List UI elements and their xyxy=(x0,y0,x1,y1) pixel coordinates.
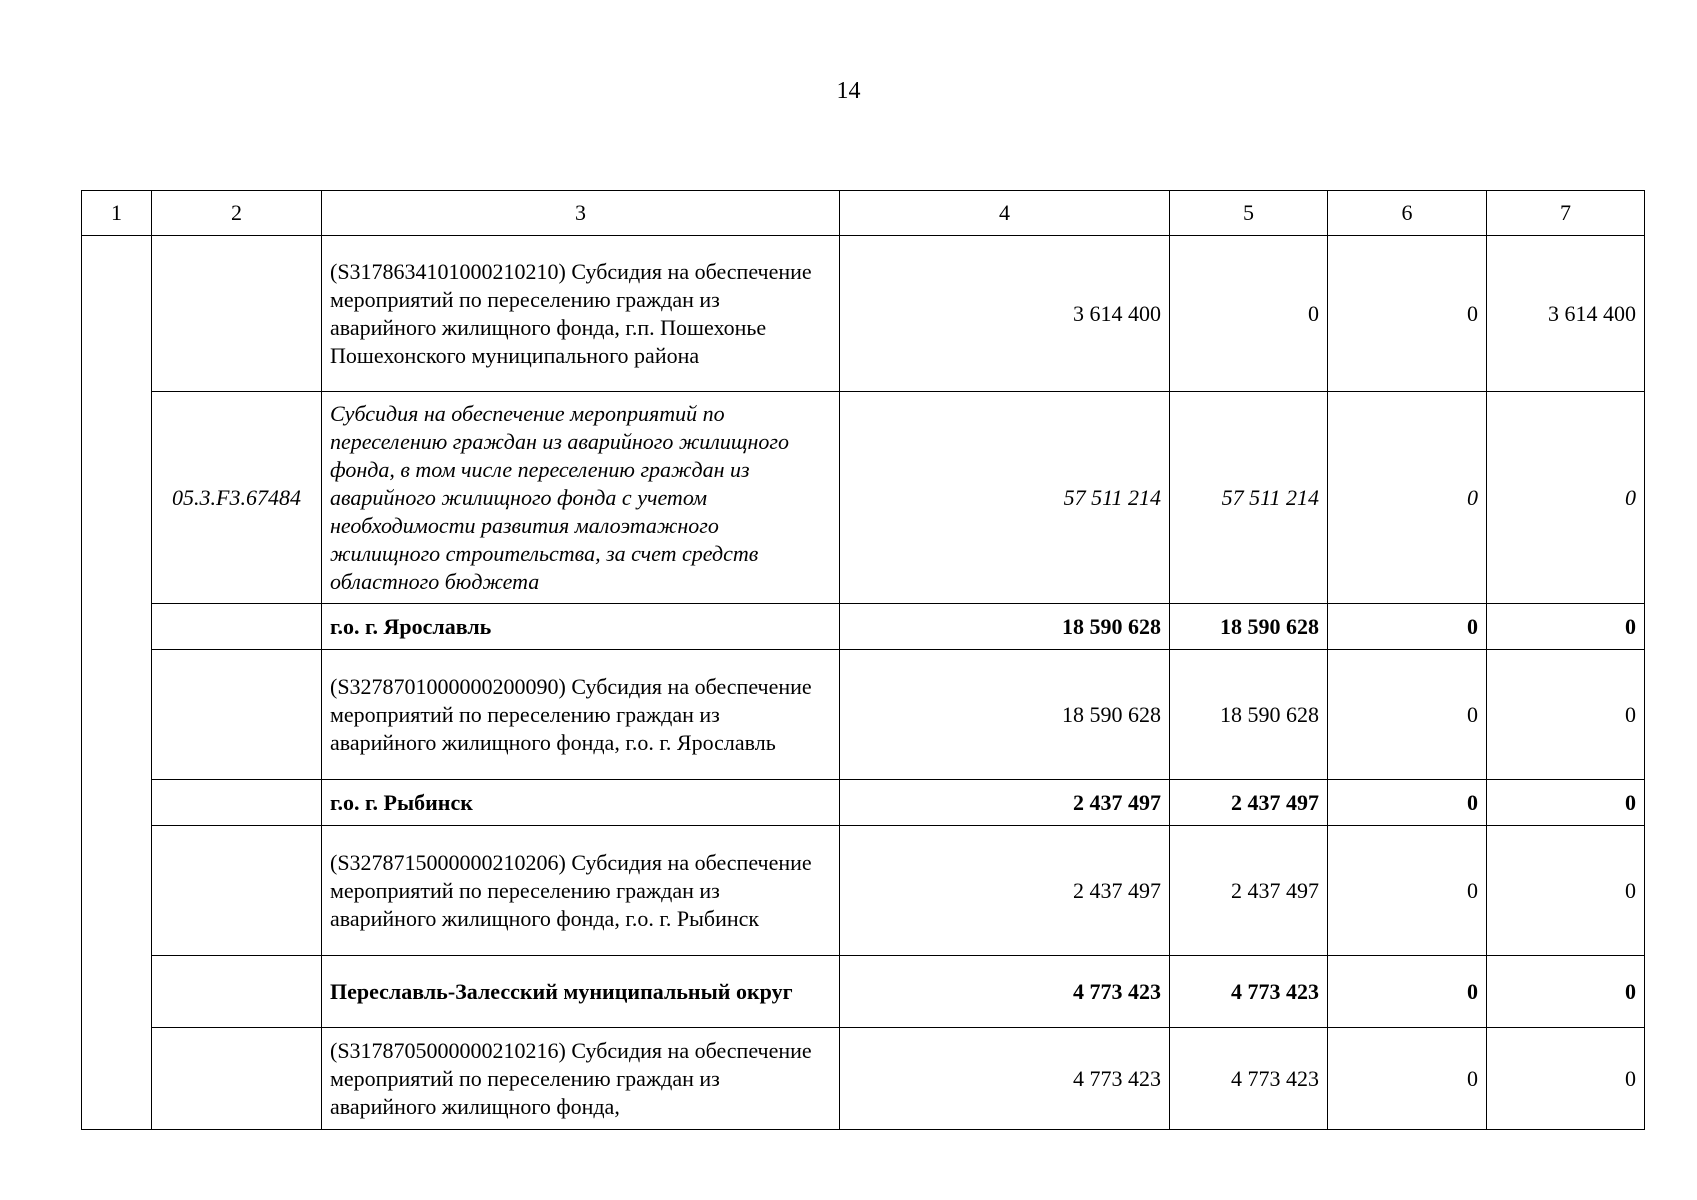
code-cell xyxy=(152,604,322,650)
value-cell-4: 2 437 497 xyxy=(840,826,1170,956)
code-cell xyxy=(152,236,322,392)
column-header-6: 6 xyxy=(1328,191,1487,236)
value-cell-7: 0 xyxy=(1487,604,1645,650)
value-cell-7: 3 614 400 xyxy=(1487,236,1645,392)
value-cell-6: 0 xyxy=(1328,780,1487,826)
description-cell: (S3278715000000210206) Субсидия на обеспечение мероприятий по переселению граждан из аварийного жилищного фонда, г.о. г. Рыбинск xyxy=(322,826,840,956)
value-cell-5: 2 437 497 xyxy=(1170,826,1328,956)
table-row xyxy=(82,236,1645,392)
value-cell-6: 0 xyxy=(1328,392,1487,604)
table-row xyxy=(82,826,1645,956)
value-cell-6: 0 xyxy=(1328,604,1487,650)
table-row-total xyxy=(82,780,1645,826)
value-cell-6: 0 xyxy=(1328,236,1487,392)
code-cell xyxy=(152,650,322,780)
value-cell-4: 3 614 400 xyxy=(840,236,1170,392)
value-cell-7: 0 xyxy=(1487,826,1645,956)
column-header-5: 5 xyxy=(1170,191,1328,236)
value-cell-6: 0 xyxy=(1328,650,1487,780)
value-cell-6: 0 xyxy=(1328,956,1487,1028)
table-row xyxy=(82,650,1645,780)
value-cell-4: 18 590 628 xyxy=(840,650,1170,780)
column-header-1: 1 xyxy=(82,191,152,236)
table-row-total xyxy=(82,956,1645,1028)
header-row xyxy=(82,191,1645,236)
value-cell-4: 4 773 423 xyxy=(840,956,1170,1028)
value-cell-7: 0 xyxy=(1487,392,1645,604)
value-cell-6: 0 xyxy=(1328,1028,1487,1130)
value-cell-4: 2 437 497 xyxy=(840,780,1170,826)
table-row-total xyxy=(82,604,1645,650)
value-cell-5: 4 773 423 xyxy=(1170,956,1328,1028)
value-cell-5: 57 511 214 xyxy=(1170,392,1328,604)
description-cell: г.о. г. Рыбинск xyxy=(322,780,840,826)
value-cell-7: 0 xyxy=(1487,1028,1645,1130)
merged-column-1-cell xyxy=(82,236,152,1130)
value-cell-4: 4 773 423 xyxy=(840,1028,1170,1130)
value-cell-4: 57 511 214 xyxy=(840,392,1170,604)
value-cell-4: 18 590 628 xyxy=(840,604,1170,650)
value-cell-7: 0 xyxy=(1487,650,1645,780)
column-header-7: 7 xyxy=(1487,191,1645,236)
description-cell: Субсидия на обеспечение мероприятий по переселению граждан из аварийного жилищного фонда, в том числе переселению граждан из аварийного жилищного фонда с учетом необходимости развития малоэтажного жилищного строительства, за счет средств областного бюджета xyxy=(322,392,840,604)
column-header-3: 3 xyxy=(322,191,840,236)
code-cell: 05.3.F3.67484 xyxy=(152,392,322,604)
description-cell: (S3178634101000210210) Субсидия на обеспечение мероприятий по переселению граждан из аварийного жилищного фонда, г.п. Пошехонье Пошехонского муниципального района xyxy=(322,236,840,392)
value-cell-6: 0 xyxy=(1328,826,1487,956)
description-cell: Переславль-Залесский муниципальный округ xyxy=(322,956,840,1028)
description-cell: (S3178705000000210216) Субсидия на обеспечение мероприятий по переселению граждан из аварийного жилищного фонда, xyxy=(322,1028,840,1130)
code-cell xyxy=(152,780,322,826)
column-header-4: 4 xyxy=(840,191,1170,236)
column-header-2: 2 xyxy=(152,191,322,236)
table-row xyxy=(82,392,1645,604)
value-cell-5: 0 xyxy=(1170,236,1328,392)
value-cell-5: 18 590 628 xyxy=(1170,604,1328,650)
code-cell xyxy=(152,826,322,956)
description-cell: г.о. г. Ярославль xyxy=(322,604,840,650)
code-cell xyxy=(152,1028,322,1130)
description-cell: (S3278701000000200090) Субсидия на обеспечение мероприятий по переселению граждан из аварийного жилищного фонда, г.о. г. Ярославль xyxy=(322,650,840,780)
value-cell-5: 4 773 423 xyxy=(1170,1028,1328,1130)
code-cell xyxy=(152,956,322,1028)
budget-table xyxy=(81,190,1645,1130)
value-cell-7: 0 xyxy=(1487,780,1645,826)
value-cell-7: 0 xyxy=(1487,956,1645,1028)
table-row xyxy=(82,1028,1645,1130)
value-cell-5: 2 437 497 xyxy=(1170,780,1328,826)
value-cell-5: 18 590 628 xyxy=(1170,650,1328,780)
page-number: 14 xyxy=(836,78,861,104)
